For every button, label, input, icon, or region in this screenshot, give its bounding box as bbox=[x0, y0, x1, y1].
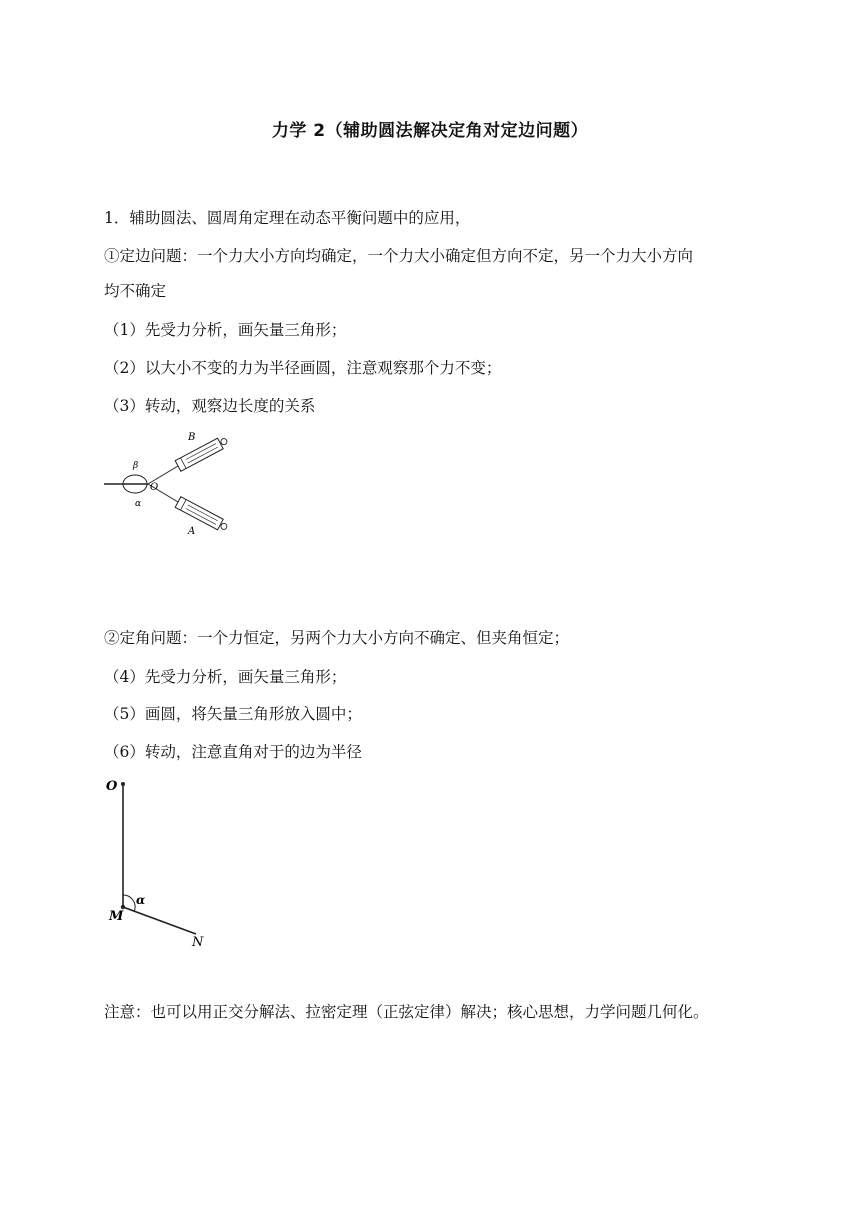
step-3: （3）转动，观察边长度的关系 bbox=[104, 397, 316, 415]
step-6: （6）转动，注意直角对于的边为半径 bbox=[104, 743, 362, 761]
label-O: O bbox=[106, 779, 118, 794]
label-alpha: α bbox=[135, 499, 142, 509]
label-beta: β bbox=[133, 461, 139, 471]
paragraph-intro: 1．辅助圆法、圆周角定理在动态平衡问题中的应用， bbox=[104, 209, 471, 227]
step-1: （1）先受力分析，画矢量三角形； bbox=[104, 321, 347, 339]
label-O: O bbox=[150, 482, 159, 493]
step-5: （5）画圆，将矢量三角形放入圆中； bbox=[104, 705, 362, 723]
paragraph-note: 注意：也可以用正交分解法、拉密定理（正弦定律）解决；核心思想，力学问题几何化。 bbox=[104, 1003, 709, 1021]
label-M: M bbox=[109, 909, 124, 924]
page-title: 力学 2（辅助圆法解决定角对定边问题） bbox=[271, 121, 589, 141]
label-A: A bbox=[188, 526, 196, 537]
step-2: （2）以大小不变的力为半径画圆，注意观察那个力不变； bbox=[104, 359, 502, 377]
spring-scale-figure bbox=[100, 426, 240, 538]
fixed-angle-figure bbox=[100, 770, 220, 950]
paragraph-fixed-angle-problem: ②定角问题：一个力恒定，另两个力大小方向不确定、但夹角恒定； bbox=[104, 629, 570, 647]
paragraph-fixed-side-problem-cont: 均不确定 bbox=[104, 282, 167, 300]
label-N: N bbox=[192, 935, 204, 950]
paragraph-fixed-side-problem: ①定边问题：一个力大小方向均确定，一个力大小确定但方向不定，另一个力大小方向 bbox=[104, 247, 694, 265]
label-B: B bbox=[188, 432, 196, 443]
label-alpha: α bbox=[136, 893, 146, 907]
step-4: （4）先受力分析，画矢量三角形； bbox=[104, 668, 347, 686]
